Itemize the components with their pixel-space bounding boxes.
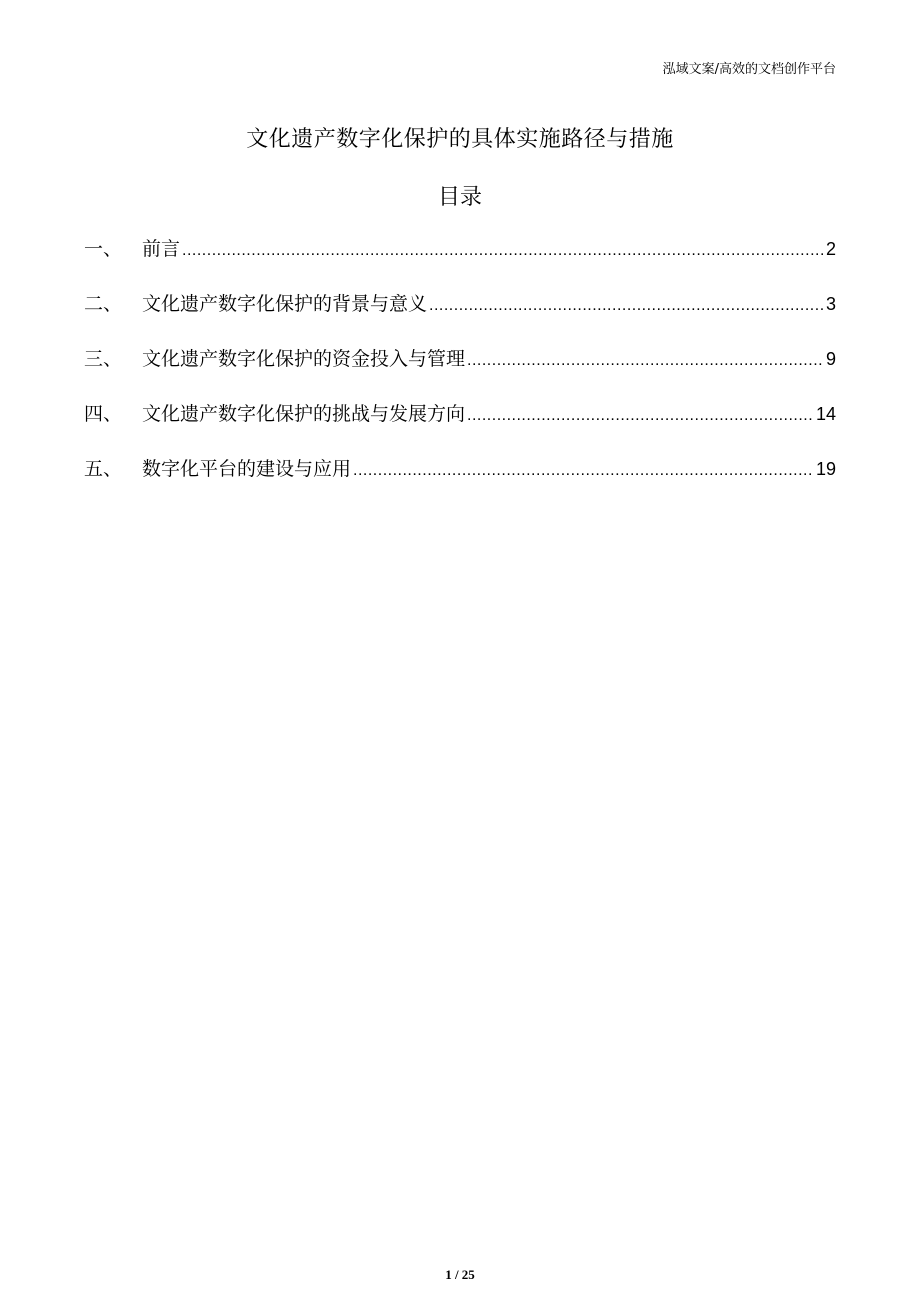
toc-title: 目录 — [437, 185, 482, 210]
toc-entry-label: 文化遗产数字化保护的背景与意义 — [142, 293, 428, 315]
header-brand: 泓域文案/高效的文档创作平台 — [662, 62, 836, 77]
toc-entry-number: 四、 — [84, 403, 123, 425]
toc-entry-number: 三、 — [84, 348, 123, 370]
toc-entry-label: 数字化平台的建设与应用 — [142, 458, 352, 480]
document-title: 文化遗产数字化保护的具体实施路径与措施 — [246, 127, 674, 152]
toc-entry-3[interactable] — [84, 344, 836, 399]
toc-entry-1[interactable] — [84, 234, 836, 289]
toc-dot-leader — [429, 297, 824, 315]
toc-dot-leader — [467, 352, 824, 370]
toc-entry-number: 二、 — [84, 293, 123, 315]
toc-dot-leader — [467, 407, 814, 425]
toc-entry-page: 14 — [815, 404, 836, 424]
toc-entry-2[interactable] — [84, 289, 836, 344]
toc-dot-leader — [353, 462, 814, 480]
table-of-contents — [84, 234, 836, 509]
toc-entry-page: 9 — [825, 349, 836, 369]
toc-entry-5[interactable] — [84, 454, 836, 509]
toc-entry-label: 文化遗产数字化保护的挑战与发展方向 — [142, 403, 466, 425]
page-indicator: 1 / 25 — [445, 1267, 475, 1282]
toc-entry-page: 2 — [825, 239, 836, 259]
toc-dot-leader — [182, 242, 824, 260]
toc-entry-4[interactable] — [84, 399, 836, 454]
toc-entry-number: 一、 — [84, 238, 123, 260]
toc-entry-number: 五、 — [84, 458, 123, 480]
toc-entry-label: 文化遗产数字化保护的资金投入与管理 — [142, 348, 466, 370]
toc-entry-page: 3 — [825, 294, 836, 314]
toc-entry-label: 前言 — [142, 238, 181, 260]
toc-entry-page: 19 — [815, 459, 836, 479]
